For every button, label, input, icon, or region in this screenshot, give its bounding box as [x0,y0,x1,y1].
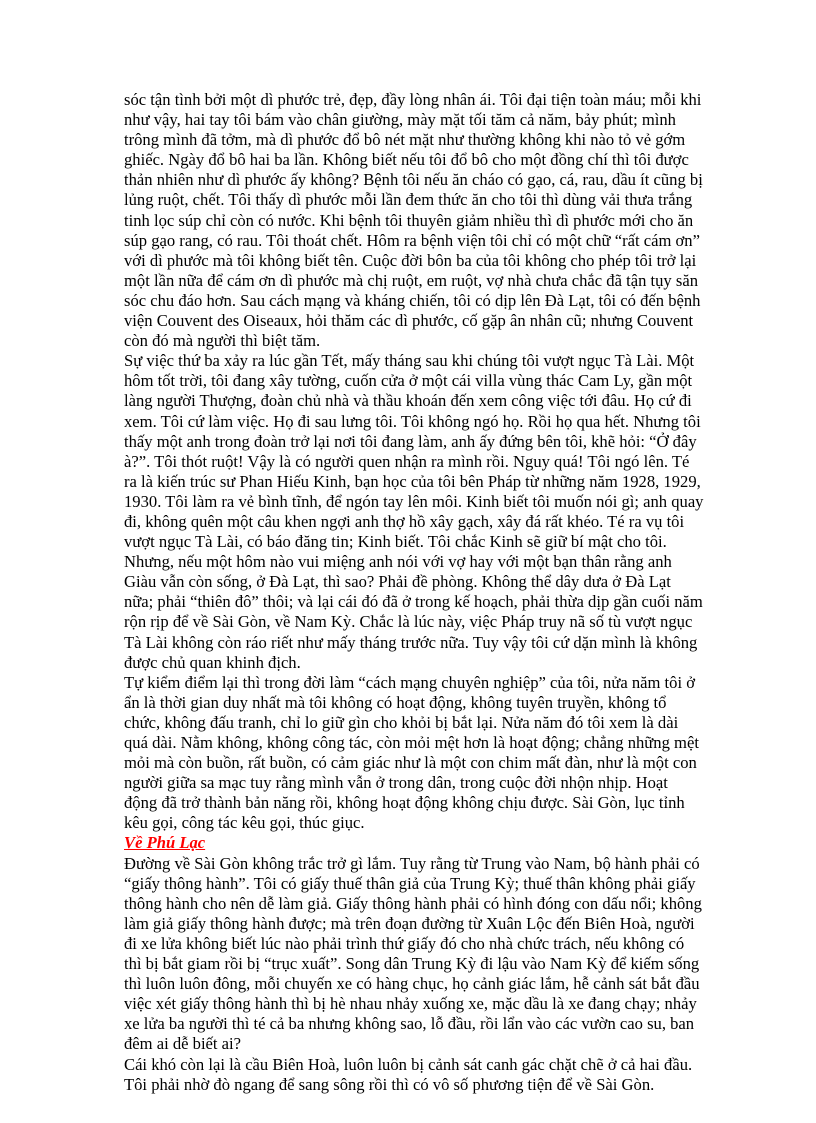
paragraph-bien-hoa-bridge: Cái khó còn lại là cầu Biên Hoà, luôn luôn bị cảnh sát canh gác chặt chẽ ở cả hai đầu. Tôi phải nhờ đò ngang để sang sông rồi thì có vô số phương tiện để về Sài Gòn. [124,1054,693,1094]
paragraph-third-event: Sự việc thứ ba xảy ra lúc gần Tết, mấy tháng sau khi chúng tôi vượt ngục Tà Lài. Một hôm tốt trời, tôi đang xây tường, cuốn cửa ở một cái villa vùng thác Cam Ly, gần một làng người Thượng, đoàn chủ nhà và thầu khoán đến xem công việc tới đâu. Họ cứ đi xem. Tôi cứ làm việc. Họ đi sau lưng tôi. Tôi không ngó họ. Rồi họ qua hết. Nhưng tôi thấy một anh trong đoàn trở lại nơi tôi đang làm, anh ấy đứng bên tôi, khẽ hỏi: “Ở đây à?”. Tôi thót ruột! Vậy là có người quen nhận ra mình rồi. Nguy quá! Tôi ngó lên. Té ra là kiến trúc sư Phan Hiếu Kinh, bạn học của tôi bên Pháp từ những năm 1928, 1929, 1930. Tôi làm ra vẻ bình tĩnh, để ngón tay lên môi. Kinh biết tôi muốn nói gì; anh quay đi, không quên một câu khen ngợi anh thợ hồ xây gạch, xây đá rất khéo. Té ra vụ tôi vượt ngục Tà Lài, có báo đăng tin; Kinh biết. Tôi chắc Kinh sẽ giữ bí mật cho tôi. Nhưng, nếu một hôm nào vui miệng anh nói với vợ hay với một bạn thân rằng anh Giàu vẫn còn sống, ở Đà Lạt, thì sao? Phải đề phòng. Không thể dây dưa ở Đà Lạt nữa; phải “thiên đô” thôi; và lại cái đó đã ở trong kế hoạch, phải thừa dịp gần cuối năm rộn rịp để về Sài Gòn, về Nam Kỳ. Chắc là lúc này, việc Pháp truy nã số tù vượt ngục Tà Lài không còn ráo riết như mấy tháng trước nữa. Tuy vậy tôi cứ dặn mình là không được chủ quan khinh địch. [124,351,704,672]
paragraph-nun-care: sóc tận tình bởi một dì phước trẻ, đẹp, đầy lòng nhân ái. Tôi đại tiện toàn máu; mỗi khi như vậy, hai tay tôi bám vào chân giường, mày mặt tối tăm cả năm, bảy phút; mình trông mình đã tởm, mà dì phước đổ bô nét mặt như thường không khi nào tỏ vẻ gớm ghiếc. Ngày đổ bô hai ba lần. Không biết nếu tôi đổ bô cho một đồng chí thì tôi được thản nhiên như dì phước ấy không? Bệnh tôi nếu ăn cháo có gạo, cá, rau, dầu ít cũng bị lủng ruột, chết. Tôi thấy dì phước mỗi lần đem thức ăn cho tôi thì dùng vải thưa trắng tinh lọc súp chỉ còn có nước. Khi bệnh tôi thuyên giảm nhiều thì dì phước mới cho ăn súp gạo rang, có rau. Tôi thoát chết. Hôm ra bệnh viện tôi chỉ có một chữ “rất cám ơn” với dì phước mà tôi không biết tên. Cuộc đời bôn ba của tôi không cho phép tôi trở lại một lần nữa để cám ơn dì phước mà chị ruột, em ruột, vợ nhà chưa chắc đã tận tụy săn sóc chu đáo hơn. Sau cách mạng và kháng chiến, tôi có dịp lên Đà Lạt, tôi có đến bệnh viện Couvent des Oiseaux, hỏi thăm các dì phước, cố gặp ân nhân cũ; nhưng Couvent còn đó mà người thì biệt tăm. [124,90,703,351]
paragraph-self-review: Tự kiểm điểm lại thì trong đời làm “cách mạng chuyên nghiệp” của tôi, nửa năm tôi ở ẩn là thời gian duy nhất mà tôi không có hoạt động, không tuyên truyền, không tổ chức, không đấu tranh, chỉ lo giữ gìn cho khỏi bị bắt lại. Nửa năm đó tôi xem là dài quá dài. Nằm không, không công tác, còn mỏi mệt hơn là hoạt động; chẳng những mệt mỏi mà còn buồn, rất buồn, có cảm giác như là một con chim mất đàn, như là một con người giữa sa mạc tuy rằng mình vẫn ở trong dân, trong cuộc đời nhộn nhịp. Hoạt động đã trở thành bản năng rồi, không hoạt động không chịu được. Sài Gòn, lục tỉnh kêu gọi, công tác kêu gọi, thúc giục. [124,672,699,833]
section-heading: Về Phú Lạc [124,833,206,853]
document-page [124,90,704,1095]
paragraph-road-to-saigon: Đường về Sài Gòn không trắc trở gì lắm. Tuy rằng từ Trung vào Nam, bộ hành phải có “giấy thông hành”. Tôi có giấy thuế thân giả của Trung Kỳ; thuế thân không phải giấy thông hành cho nên dễ làm giả. Giấy thông hành phải có hình đóng con dấu nổi; không làm giả giấy thông hành được; mà trên đoạn đường từ Xuân Lộc đến Biên Hoà, người đi xe lửa không biết lúc nào phải trình thứ giấy đó cho nhà chức trách, nếu không có thì bị bắt giam rồi bị “trục xuất”. Song dân Trung Kỳ đi lậu vào Nam Kỳ để kiếm sống thì luôn luôn đông, mỗi chuyến xe có hàng chục, họ cảnh giác lắm, hễ cảnh sát bắt đầu việc xét giấy thông hành thì bị hè nhau nhảy xuống xe, mặc dầu là xe đang chạy; nhảy xe lửa ba người thì té cả ba nhưng không sao, lỗ đầu, rồi lẩn vào các vườn cao su, ban đêm ai dễ biết ai? [124,853,702,1054]
